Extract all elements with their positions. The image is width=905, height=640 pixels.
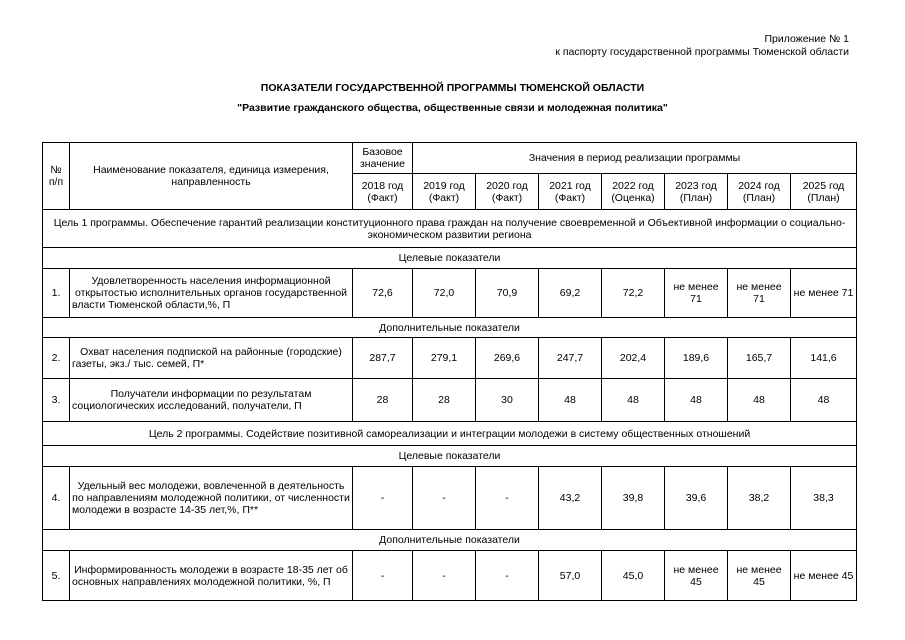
row-value: 72,6 (353, 269, 413, 318)
row-value: 28 (413, 379, 476, 422)
header-name: Наименование показателя, единица измерения, направленность (70, 143, 353, 210)
row-value: 30 (476, 379, 539, 422)
header-year: 2018 год (Факт) (353, 174, 413, 210)
target-indicators-label: Целевые показатели (43, 446, 857, 467)
header-year: 2019 год (Факт) (413, 174, 476, 210)
row-value: 48 (539, 379, 602, 422)
row-name: Удельный вес молодежи, вовлеченной в деятельность по направлениям молодежной политики, от численности молодежи в возрасте 14-35 лет,%, П** (70, 467, 353, 530)
row-name: Информированность молодежи в возрасте 18-35 лет об основных направлениях молодежной политики, %, П (70, 551, 353, 601)
row-num: 5. (43, 551, 70, 601)
row-value: не менее 71 (728, 269, 791, 318)
table-row (43, 467, 857, 530)
row-value: не менее 71 (791, 269, 857, 318)
row-value: 165,7 (728, 338, 791, 379)
row-value: 189,6 (665, 338, 728, 379)
appendix-note (555, 33, 849, 59)
row-value: 48 (791, 379, 857, 422)
row-value: - (353, 467, 413, 530)
header-year: 2021 год (Факт) (539, 174, 602, 210)
row-value: 43,2 (539, 467, 602, 530)
row-value: 141,6 (791, 338, 857, 379)
row-value: 202,4 (602, 338, 665, 379)
row-value: 279,1 (413, 338, 476, 379)
row-value: 287,7 (353, 338, 413, 379)
document-title: ПОКАЗАТЕЛИ ГОСУДАРСТВЕННОЙ ПРОГРАММЫ ТЮМЕНСКОЙ ОБЛАСТИ (260, 82, 645, 94)
row-value: - (413, 467, 476, 530)
row-name: Охват населения подпиской на районные (городские) газеты, экз./ тыс. семей, П* (70, 338, 353, 379)
header-year: 2020 год (Факт) (476, 174, 539, 210)
header-row-1 (43, 143, 857, 174)
table-row (43, 379, 857, 422)
header-year: 2023 год (План) (665, 174, 728, 210)
table-row (43, 551, 857, 601)
row-value: 45,0 (602, 551, 665, 601)
row-value: 70,9 (476, 269, 539, 318)
target-indicators-label: Целевые показатели (43, 248, 857, 269)
header-year: 2024 год (План) (728, 174, 791, 210)
row-value: 69,2 (539, 269, 602, 318)
row-value: 72,0 (413, 269, 476, 318)
row-num: 4. (43, 467, 70, 530)
row-name: Получатели информации по результатам социологических исследований, получатели, П (70, 379, 353, 422)
header-num: № п/п (43, 143, 70, 210)
row-num: 2. (43, 338, 70, 379)
goal-1-text: Цель 1 программы. Обеспечение гарантий реализации конституционного права граждан на получение своевременной и Объективной информации о социально-экономическом развитии региона (43, 210, 857, 248)
goal-2-row (43, 422, 857, 446)
row-value: 38,2 (728, 467, 791, 530)
row-value: 48 (728, 379, 791, 422)
section-row (43, 318, 857, 338)
appendix-line-1: Приложение № 1 (764, 33, 849, 45)
row-value: - (413, 551, 476, 601)
row-value: не менее 71 (665, 269, 728, 318)
header-base: Базовое значение (353, 143, 413, 174)
row-value: 48 (602, 379, 665, 422)
row-value: - (353, 551, 413, 601)
goal-2-text: Цель 2 программы. Содействие позитивной самореализации и интеграции молодежи в систему общественных отношений (43, 422, 857, 446)
row-name: Удовлетворенность населения информационной открытостью исполнительных органов государственной власти Тюменской области,%, П (70, 269, 353, 318)
table-row (43, 269, 857, 318)
row-value: 247,7 (539, 338, 602, 379)
row-value: 48 (665, 379, 728, 422)
section-row (43, 446, 857, 467)
row-value: - (476, 551, 539, 601)
header-year: 2025 год (План) (791, 174, 857, 210)
additional-indicators-label: Дополнительные показатели (43, 318, 857, 338)
table-row (43, 338, 857, 379)
row-value: не менее 45 (791, 551, 857, 601)
document-subtitle: "Развитие гражданского общества, общественные связи и молодежная политика" (237, 102, 668, 114)
goal-1-row (43, 210, 857, 248)
header-year: 2022 год (Оценка) (602, 174, 665, 210)
row-value: 39,6 (665, 467, 728, 530)
row-num: 3. (43, 379, 70, 422)
row-value: 57,0 (539, 551, 602, 601)
row-value: 38,3 (791, 467, 857, 530)
row-value: не менее 45 (728, 551, 791, 601)
row-value: не менее 45 (665, 551, 728, 601)
row-value: 269,6 (476, 338, 539, 379)
row-value: 39,8 (602, 467, 665, 530)
row-value: - (476, 467, 539, 530)
row-num: 1. (43, 269, 70, 318)
row-value: 28 (353, 379, 413, 422)
indicators-table (42, 142, 857, 601)
section-row (43, 248, 857, 269)
appendix-line-2: к паспорту государственной программы Тюменской области (555, 46, 849, 58)
section-row (43, 530, 857, 551)
additional-indicators-label: Дополнительные показатели (43, 530, 857, 551)
row-value: 72,2 (602, 269, 665, 318)
header-period: Значения в период реализации программы (413, 143, 857, 174)
